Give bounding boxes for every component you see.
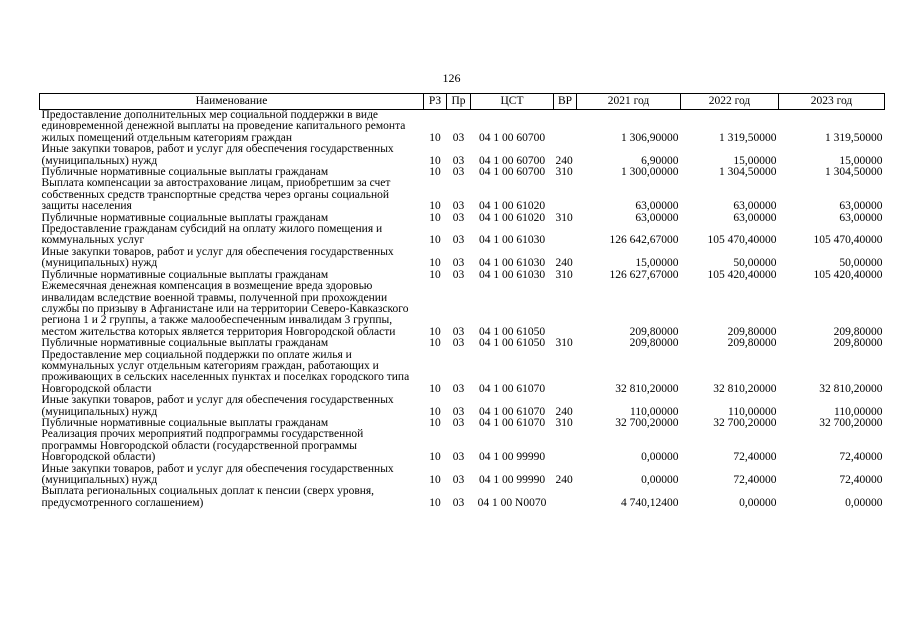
row-2023-cell: 105 420,40000 (813, 268, 883, 281)
row-name-cell: Ежемесячная денежная компенсация в возмещение вреда здоровью инвалидам вследствие военной травмы, полученной при прохождении службы по призыву в Афганистане или на территории Северо-Кавказского региона 1 и 2 группы, а также малообеспеченным инвалидам 3 группы, местом жительства которых является территория Новгородской области (41, 280, 409, 338)
column-header-cst: ЦСТ (471, 94, 554, 110)
row-2021-cell: 0,00000 (641, 474, 679, 486)
row-rz-cell: 10 (429, 131, 441, 144)
row-cst-cell: 04 1 00 99990 (478, 474, 546, 486)
row-2022-cell: 63,00000 (733, 200, 777, 213)
row-2021-cell: 209,80000 (629, 325, 679, 338)
row-2021-cell: 110,00000 (630, 405, 679, 418)
table-row (40, 464, 885, 487)
row-vr-cell: 310 (555, 416, 573, 429)
column-header-vr: ВР (554, 94, 577, 110)
column-header-2021: 2021 год (577, 94, 681, 110)
column-header-name: Наименование (40, 94, 424, 110)
table-row (40, 144, 885, 167)
row-vr-cell: 310 (555, 268, 573, 281)
row-cst-cell: 04 1 00 60700 (478, 154, 546, 167)
row-name-cell: Предоставление гражданам субсидий на оплату жилого помещения и коммунальных услуг (41, 223, 383, 247)
row-2022-cell: 209,80000 (727, 337, 777, 350)
row-rz-cell: 10 (429, 200, 441, 213)
row-name-cell: Публичные нормативные социальные выплаты гражданам (41, 337, 329, 350)
row-2022-cell: 32 810,20000 (713, 382, 777, 395)
table-row (40, 247, 885, 270)
row-pr-cell: 03 (452, 211, 465, 224)
table-row (40, 281, 885, 338)
row-name-cell: Иные закупки товаров, работ и услуг для обеспечения государственных (муниципальных) нужд (41, 394, 394, 418)
row-name-cell: Иные закупки товаров, работ и услуг для обеспечения государственных (муниципальных) нужд (41, 462, 394, 486)
row-cst-cell: 04 1 00 N0070 (477, 496, 547, 509)
row-2022-cell: 32 700,20000 (713, 416, 777, 429)
row-vr-cell: 240 (555, 154, 573, 167)
row-2023-cell: 105 470,40000 (813, 234, 883, 247)
row-cst-cell: 04 1 00 61070 (478, 416, 546, 429)
row-rz-cell: 10 (429, 382, 441, 395)
row-vr-cell (554, 350, 577, 396)
row-pr-cell: 03 (452, 234, 465, 247)
row-name-cell: Выплата региональных социальных доплат к пенсии (сверх уровня, предусмотренного соглашением) (41, 485, 375, 509)
row-vr-cell (554, 486, 577, 509)
row-2021-cell: 126 642,67000 (609, 234, 679, 247)
row-name-cell: Публичные нормативные социальные выплаты гражданам (41, 268, 329, 281)
row-2021-cell: 63,00000 (635, 211, 679, 224)
row-2022-cell: 105 470,40000 (707, 234, 777, 247)
row-pr-cell: 03 (452, 200, 465, 213)
row-name-cell: Предоставление мер социальной поддержки по оплате жилья и коммунальных услуг отдельным категориям граждан, работающих и проживающих в сельских населенных пунктах и поселках городского типа Новгородской области (41, 348, 410, 395)
row-2023-cell: 72,40000 (839, 474, 883, 486)
row-cst-cell: 04 1 00 61070 (478, 382, 546, 395)
table-row (40, 429, 885, 463)
row-name-cell: Реализация прочих мероприятий подпрограммы государственной программы Новгородской области (государственной программы Новгородской области) (41, 428, 364, 464)
row-2023-cell: 50,00000 (839, 257, 883, 270)
row-pr-cell: 03 (452, 325, 465, 338)
row-pr-cell: 03 (452, 166, 465, 179)
row-rz-cell: 10 (429, 325, 441, 338)
row-vr-cell (554, 224, 577, 247)
column-header-rz: РЗ (424, 94, 447, 110)
row-cst-cell: 04 1 00 99990 (478, 451, 546, 464)
row-2022-cell: 209,80000 (727, 325, 777, 338)
row-rz-cell: 10 (429, 337, 441, 350)
row-2021-cell: 209,80000 (629, 337, 679, 350)
row-2022-cell: 72,40000 (733, 474, 777, 486)
row-2022-cell: 63,00000 (733, 211, 777, 224)
row-pr-cell: 03 (452, 416, 465, 429)
column-header-pr: Пр (447, 94, 471, 110)
table-row (40, 486, 885, 509)
row-2021-cell: 1 300,00000 (621, 166, 679, 179)
budget-table (39, 93, 885, 509)
row-pr-cell: 03 (452, 268, 465, 281)
row-rz-cell: 10 (429, 257, 441, 270)
table-body (40, 110, 885, 510)
row-2022-cell: 0,00000 (739, 496, 777, 509)
row-2023-cell: 63,00000 (839, 200, 883, 213)
row-vr-cell (554, 178, 577, 212)
row-2021-cell: 126 627,67000 (609, 268, 679, 281)
row-cst-cell: 04 1 00 61020 (478, 200, 546, 213)
row-pr-cell: 03 (452, 154, 465, 167)
column-header-2022: 2022 год (681, 94, 779, 110)
row-name-cell: Предоставление дополнительных мер социальной поддержки в виде единовременной денежной выплаты на проведение капитального ремонта жилых помещений отдельным категориям граждан (41, 109, 406, 144)
row-name-cell: Иные закупки товаров, работ и услуг для обеспечения государственных (муниципальных) нужд (41, 245, 394, 270)
row-2022-cell: 15,00000 (733, 154, 777, 167)
table-row (40, 110, 885, 145)
row-cst-cell: 04 1 00 61050 (478, 337, 546, 350)
row-2023-cell: 15,00000 (839, 154, 883, 167)
row-rz-cell: 10 (429, 211, 441, 224)
row-rz-cell: 10 (429, 405, 441, 418)
row-2021-cell: 63,00000 (635, 200, 679, 213)
row-rz-cell: 10 (429, 474, 441, 486)
row-pr-cell: 03 (452, 382, 465, 395)
row-rz-cell: 10 (429, 496, 441, 509)
row-2021-cell: 4 740,12400 (621, 496, 679, 509)
row-2023-cell: 1 319,50000 (825, 131, 883, 144)
row-2023-cell: 32 700,20000 (819, 416, 883, 429)
row-2023-cell: 110,00000 (834, 405, 883, 418)
row-cst-cell: 04 1 00 60700 (478, 166, 546, 179)
row-rz-cell: 10 (429, 451, 441, 464)
row-pr-cell: 03 (452, 451, 465, 464)
row-vr-cell: 240 (555, 474, 573, 486)
row-2021-cell: 32 700,20000 (615, 416, 679, 429)
row-2022-cell: 1 319,50000 (719, 131, 777, 144)
row-vr-cell (554, 429, 577, 463)
row-2023-cell: 0,00000 (845, 496, 883, 509)
row-pr-cell: 03 (452, 337, 465, 350)
row-name-cell: Публичные нормативные социальные выплаты гражданам (41, 416, 329, 429)
row-pr-cell: 03 (452, 131, 465, 144)
row-2021-cell: 1 306,90000 (621, 131, 679, 144)
row-2022-cell: 105 420,40000 (707, 268, 777, 281)
row-2023-cell: 32 810,20000 (819, 382, 883, 395)
row-vr-cell: 240 (555, 257, 573, 270)
row-vr-cell: 240 (555, 405, 573, 418)
row-cst-cell: 04 1 00 61050 (478, 325, 546, 338)
column-header-2023: 2023 год (779, 94, 885, 110)
row-pr-cell: 03 (452, 257, 465, 270)
row-2023-cell: 72,40000 (839, 451, 883, 464)
row-name-cell: Иные закупки товаров, работ и услуг для обеспечения государственных (муниципальных) нужд (41, 143, 394, 167)
row-cst-cell: 04 1 00 61020 (478, 211, 546, 224)
page-number: 126 (442, 71, 461, 85)
table-row (40, 338, 885, 349)
table-row (40, 224, 885, 247)
row-2021-cell: 15,00000 (635, 257, 679, 270)
row-cst-cell: 04 1 00 61070 (478, 405, 546, 418)
row-vr-cell (554, 110, 577, 145)
row-pr-cell: 03 (452, 405, 465, 418)
row-vr-cell: 310 (555, 211, 573, 224)
row-2023-cell: 209,80000 (833, 337, 883, 350)
row-name-cell: Выплата компенсации за автострахование лицам, приобретшим за счет собственных средств транспортные средства через органы социальной защиты населения (41, 177, 391, 213)
row-2021-cell: 32 810,20000 (615, 382, 679, 395)
table-row (40, 178, 885, 212)
row-2022-cell: 110,00000 (728, 405, 777, 418)
row-2022-cell: 72,40000 (733, 451, 777, 464)
table-row (40, 350, 885, 396)
row-pr-cell: 03 (452, 474, 465, 486)
row-vr-cell: 310 (555, 166, 573, 179)
row-2023-cell: 63,00000 (839, 211, 883, 224)
row-pr-cell: 03 (452, 496, 465, 509)
row-rz-cell: 10 (429, 416, 441, 429)
row-rz-cell: 10 (429, 154, 441, 167)
row-vr-cell (554, 281, 577, 338)
row-rz-cell: 10 (429, 268, 441, 281)
row-2023-cell: 209,80000 (833, 325, 883, 338)
row-vr-cell: 310 (555, 337, 573, 350)
row-cst-cell: 04 1 00 60700 (478, 131, 546, 144)
table-row (40, 395, 885, 418)
row-name-cell: Публичные нормативные социальные выплаты гражданам (41, 166, 329, 179)
row-2021-cell: 6,90000 (641, 154, 679, 167)
row-cst-cell: 04 1 00 61030 (478, 234, 546, 247)
row-2022-cell: 50,00000 (733, 257, 777, 270)
row-rz-cell: 10 (429, 234, 441, 247)
table-header-row (40, 94, 885, 110)
row-2022-cell: 1 304,50000 (719, 166, 777, 179)
row-cst-cell: 04 1 00 61030 (478, 268, 546, 281)
row-2023-cell: 1 304,50000 (825, 166, 883, 179)
row-2021-cell: 0,00000 (641, 451, 679, 464)
row-cst-cell: 04 1 00 61030 (478, 257, 546, 270)
row-name-cell: Публичные нормативные социальные выплаты гражданам (41, 211, 329, 224)
row-rz-cell: 10 (429, 166, 441, 179)
